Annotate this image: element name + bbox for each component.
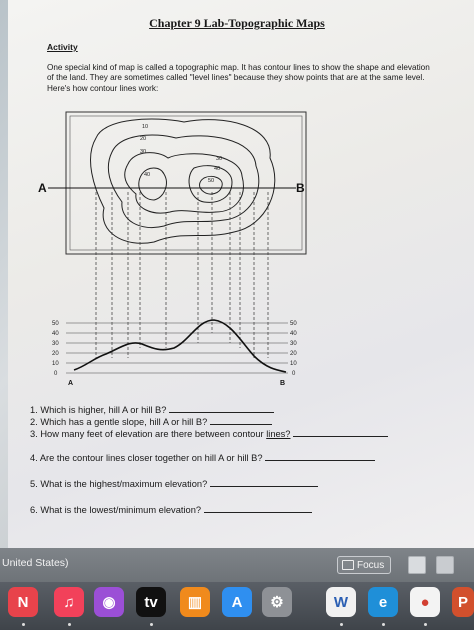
contour-label: 20 <box>140 136 147 142</box>
news-icon[interactable]: N <box>8 587 38 617</box>
chrome-icon[interactable]: ● <box>410 587 440 617</box>
running-indicator <box>340 623 343 626</box>
language-status[interactable]: United States) <box>2 557 69 569</box>
answer-blank[interactable] <box>210 476 318 487</box>
word-icon[interactable]: W <box>326 587 356 617</box>
scale-left-label: 50 <box>52 321 59 327</box>
scale-right-label: 20 <box>290 351 297 357</box>
edge-icon[interactable]: e <box>368 587 398 617</box>
scale-right-label: 30 <box>290 341 297 347</box>
word-status-bar <box>0 548 474 582</box>
running-indicator <box>68 623 71 626</box>
focus-button[interactable]: Focus <box>337 556 391 574</box>
print-layout-view-icon[interactable] <box>408 556 426 574</box>
running-indicator <box>22 623 25 626</box>
settings-icon[interactable]: ⚙ <box>262 587 292 617</box>
contour-label: 30 <box>216 156 223 162</box>
question-5: 5. What is the highest/maximum elevation? <box>30 476 318 489</box>
page-title: Chapter 9 Lab-Topographic Maps <box>149 16 325 30</box>
map-frame <box>66 112 306 254</box>
contour-10 <box>91 119 275 243</box>
web-layout-view-icon[interactable] <box>436 556 454 574</box>
scale-left-label: 10 <box>52 361 59 367</box>
powerpoint-icon[interactable]: P <box>452 587 474 617</box>
running-indicator <box>424 623 427 626</box>
contour-label: 30 <box>140 149 147 155</box>
question-1: 1. Which is higher, hill A or hill B? <box>30 402 274 415</box>
intro-paragraph: One special kind of map is called a topographic map. It has contour lines to show the shape and elevation of the land. They are sometimes called "level lines" because they show points that are at the same level. Here's how contour lines work: <box>47 63 430 93</box>
contour-40-a <box>139 168 167 200</box>
question-3: 3. How many feet of elevation are there between contour lines? <box>30 426 388 439</box>
app-store-icon[interactable]: A <box>222 587 252 617</box>
books-icon[interactable]: ▥ <box>180 587 210 617</box>
contour-30 <box>125 153 244 213</box>
answer-blank[interactable] <box>265 450 375 461</box>
scale-left-label: 40 <box>52 331 59 337</box>
profile-grid <box>66 323 288 373</box>
scale-right-label: 10 <box>290 361 297 367</box>
profile-label-a: A <box>68 380 74 387</box>
contour-20 <box>108 135 258 228</box>
question-4: 4. Are the contour lines closer together on hill A or hill B? <box>30 450 375 463</box>
scale-right-label: 50 <box>290 321 297 327</box>
profile-label-b: B <box>280 380 286 387</box>
answer-blank[interactable] <box>204 502 312 513</box>
contour-label: 50 <box>208 178 215 184</box>
answer-blank[interactable] <box>169 402 274 413</box>
topographic-figure <box>34 108 314 393</box>
answer-blank[interactable] <box>293 426 388 437</box>
question-6: 6. What is the lowest/minimum elevation? <box>30 502 312 515</box>
scale-left-label: 0 <box>54 371 58 377</box>
contour-40-b <box>189 166 232 203</box>
running-indicator <box>382 623 385 626</box>
music-icon[interactable]: ♫ <box>54 587 84 617</box>
scale-right-label: 0 <box>292 371 296 377</box>
running-indicator <box>150 623 153 626</box>
section-heading: Activity <box>47 42 78 52</box>
map-label-b: B <box>296 181 305 195</box>
focus-icon <box>342 560 354 570</box>
tv-icon[interactable]: tv <box>136 587 166 617</box>
contour-label: 10 <box>142 124 149 130</box>
scale-left-label: 20 <box>52 351 59 357</box>
answer-blank[interactable] <box>210 414 272 425</box>
contour-label: 40 <box>144 172 151 178</box>
podcasts-icon[interactable]: ◉ <box>94 587 124 617</box>
scale-right-label: 40 <box>290 331 297 337</box>
contour-label: 40 <box>214 166 221 172</box>
scale-left-label: 30 <box>52 341 59 347</box>
map-label-a: A <box>38 181 47 195</box>
question-2: 2. Which has a gentle slope, hill A or hill B? <box>30 414 272 427</box>
